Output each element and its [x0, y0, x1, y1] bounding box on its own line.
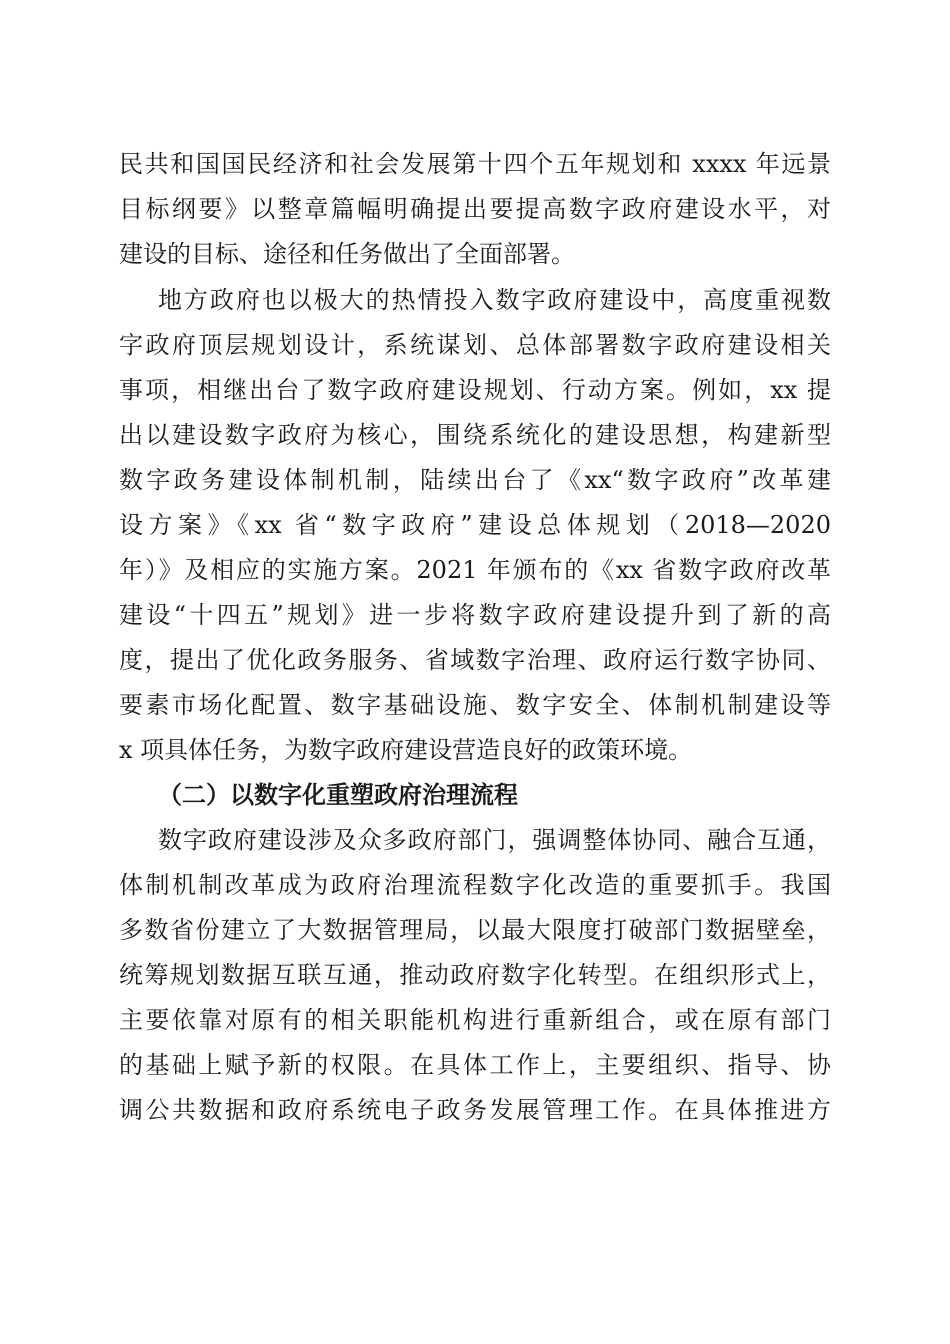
- text-line: 地方政府也以极大的热情投入数字政府建设中，高度重视数: [158, 286, 831, 314]
- text-line: 主要依靠对原有的相关职能机构进行重新组合，或在原有部门: [119, 1006, 831, 1034]
- text-line: 调公共数据和政府系统电子政务发展管理工作。在具体推进方: [119, 1096, 831, 1124]
- text-line: 民共和国国民经济和社会发展第十四个五年规划和 xxxx 年远景: [119, 150, 831, 178]
- text-line: 设方案》《xx 省“数字政府”建设总体规划（2018—2020: [119, 511, 831, 539]
- text-line: 多数省份建立了大数据管理局，以最大限度打破部门数据壁垒，: [119, 916, 831, 944]
- text-line: 数字政务建设体制机制，陆续出台了《xx“数字政府”改革建: [119, 466, 831, 494]
- text-line: x 项具体任务，为数字政府建设营造良好的政策环境。: [119, 736, 693, 764]
- text-line: 字政府顶层规划设计，系统谋划、总体部署数字政府建设相关: [119, 331, 831, 359]
- text-line: 出以建设数字政府为核心，围绕系统化的建设思想，构建新型: [119, 421, 831, 449]
- text-line: 数字政府建设涉及众多政府部门，强调整体协同、融合互通，: [158, 826, 831, 854]
- text-line: 要素市场化配置、数字基础设施、数字安全、体制机制建设等: [119, 691, 831, 719]
- text-line: 建设的目标、途径和任务做出了全面部署。: [119, 240, 575, 268]
- text-line: 建设“十四五”规划》进一步将数字政府建设提升到了新的高: [119, 601, 831, 629]
- section-heading: （二）以数字化重塑政府治理流程: [158, 780, 518, 809]
- text-line: 统筹规划数据互联互通，推动政府数字化转型。在组织形式上，: [119, 961, 831, 989]
- text-line: 度，提出了优化政务服务、省域数字治理、政府运行数字协同、: [119, 646, 831, 674]
- text-line: 目标纲要》以整章篇幅明确提出要提高数字政府建设水平，对: [119, 195, 831, 223]
- text-line: 的基础上赋予新的权限。在具体工作上，主要组织、指导、协: [119, 1051, 831, 1079]
- text-line: 事项，相继出台了数字政府建设规划、行动方案。例如，xx 提: [119, 376, 831, 404]
- text-line: 体制机制改革成为政府治理流程数字化改造的重要抓手。我国: [119, 871, 831, 899]
- text-line: 年）》及相应的实施方案。2021 年颁布的《xx 省数字政府改革: [119, 556, 831, 584]
